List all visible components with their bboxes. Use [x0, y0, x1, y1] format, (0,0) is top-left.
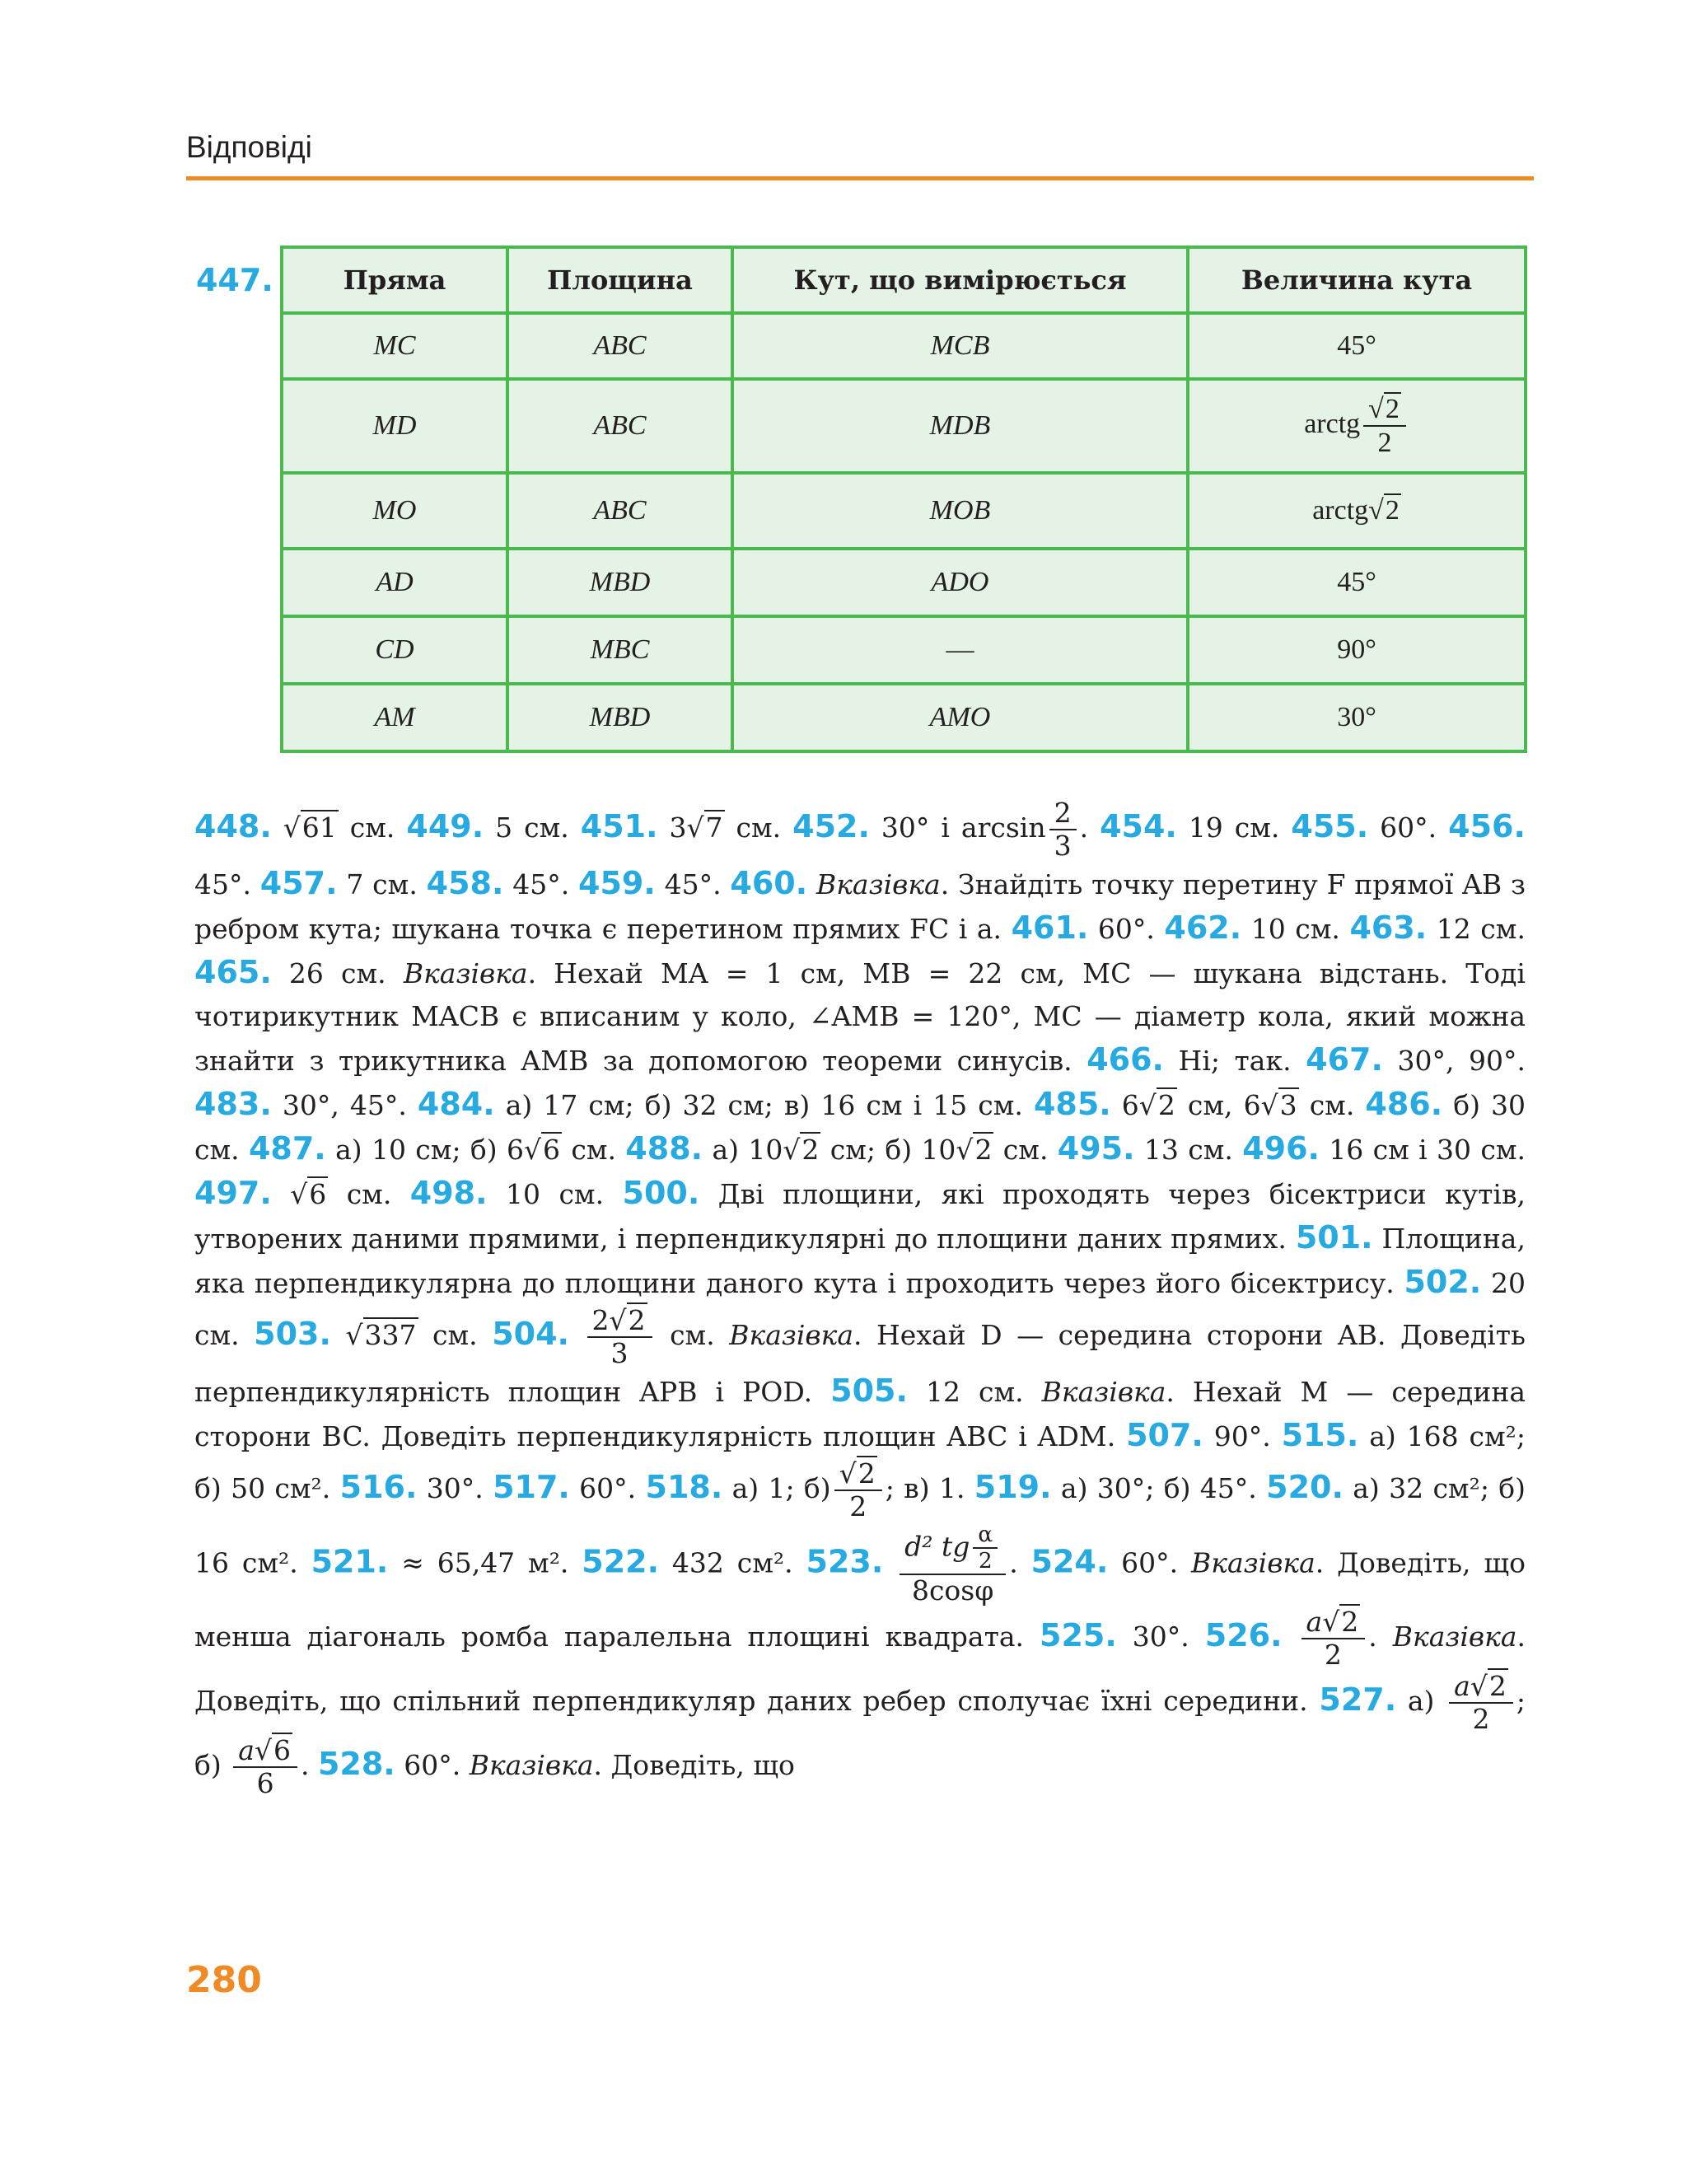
table-cell: MBD	[507, 684, 732, 751]
table-row	[282, 684, 1526, 751]
table-cell: CD	[282, 616, 507, 684]
page-number: 280	[186, 1959, 262, 2001]
table-cell: AD	[282, 549, 507, 616]
table-cell: MDB	[732, 379, 1188, 473]
answer-table-447	[280, 246, 1527, 753]
col-header-angle: Кут, що вимірюється	[732, 247, 1188, 313]
table-cell: MCB	[732, 313, 1188, 379]
table-cell: 30°	[1188, 684, 1526, 751]
header-rule	[186, 176, 1534, 180]
table-cell: ABC	[507, 379, 732, 473]
table-cell: ADO	[732, 549, 1188, 616]
table-cell: 45°	[1188, 549, 1526, 616]
table-cell: ABC	[507, 313, 732, 379]
table-cell: —	[732, 616, 1188, 684]
table-cell: MO	[282, 473, 507, 549]
table-cell-formula: arctg $\frac{√2}{2}$	[1188, 379, 1526, 473]
table-cell: MBD	[507, 549, 732, 616]
section-header: Відповіді	[186, 130, 312, 164]
table-row	[282, 379, 1526, 473]
table-cell: MC	[282, 313, 507, 379]
table-row	[282, 616, 1526, 684]
table-cell-formula: arctg√2	[1188, 473, 1526, 549]
table-cell: AMO	[732, 684, 1188, 751]
table-header-row	[282, 247, 1526, 313]
table-cell: AM	[282, 684, 507, 751]
table-cell: MD	[282, 379, 507, 473]
answers-paragraph: 448. √61 см. 449. 5 см. 451. 3√7 см. 452. 30° і arcsin $\frac{2}{3}$ . 454. 19 см. 455. 60°. 456. 45°. 457. 7 см. 458. 45°. 459. 45°. 460. Вказівка. Знайдіть точку перетину F прямої AB з ребром кута; шукана точка є перетином прямих FC і a. 461. 60°. 462. 10 см. 463. 12 см. 465. 26 см. Вказівка. Нехай MA = 1 см, MB = 22 см, MC — шукана відстань. Тоді чотирикутник MACB є вписаним у коло, ∠AMB = 120°, MC — діаметр кола, який можна знайти з трикутника AMB за допомогою теореми синусів. 466. Ні; так. 467. 30°, 90°. 483. 30°, 45°. 484. а) 17 см; б) 32 см; в) 16 см і 15 см. 485. 6√2 см, 6√3 см. 486. б) 30 см. 487. а) 10 см; б) 6√6 см. 488. а) 10√2 см; б) 10√2 см. 495. 13 см. 496. 16 см і 30 см. 497. √6 см. 498. 10 см. 500. Дві площини, які проходять через бісектриси кутів, утворених даними прямими, і перпендикулярні до площини даних прямих. 501. Площина, яка перпендикулярна до площини даного кута і проходить через його бісектрису. 502. 20 см. 503. √337 см. 504. $\frac{2√2}{3}$ см. Вказівка. Нехай D — середина сторони AB. Доведіть перпендикулярність площин APB і POD. 505. 12 см. Вказівка. Нехай M — середина сторони BC. Доведіть перпендикулярність площин ABC і ADM. 507. 90°. 515. а) 168 см²; б) 50 см². 516. 30°. 517. 60°. 518. а) 1; б) $\frac{√2}{2}$ ; в) 1. 519. а) 30°; б) 45°. 520. а) 32 см²; б) 16 см². 521. ≈ 65,47 м². 522. 432 см². 523. d² tg $\frac{\alpha}{2}$ 8cosφ . 524. 60°. Вказівка. Доведіть, що менша діагональ ромба паралельна площині квадрата. 525. 30°. 526. $\frac{a√2}{2}$ . Вказівка. Доведіть, що спільний перпендикуляр даних ребер сполучає їхні середини. 527. а) $\frac{a√2}{2}$ ; б) $\frac{a√6}{6}$ . 528. 60°. Вказівка. Доведіть, що	[194, 797, 1526, 1799]
table-row	[282, 313, 1526, 379]
col-header-plane: Площина	[507, 247, 732, 313]
table-cell: MBC	[507, 616, 732, 684]
problem-number-447: 447.	[196, 262, 273, 298]
table-cell: 45°	[1188, 313, 1526, 379]
answers-text	[194, 797, 1526, 1799]
table-cell: MOB	[732, 473, 1188, 549]
table-row	[282, 473, 1526, 549]
table-row	[282, 549, 1526, 616]
table-cell: 90°	[1188, 616, 1526, 684]
table-cell: ABC	[507, 473, 732, 549]
col-header-line: Пряма	[282, 247, 507, 313]
col-header-value: Величина кута	[1188, 247, 1526, 313]
